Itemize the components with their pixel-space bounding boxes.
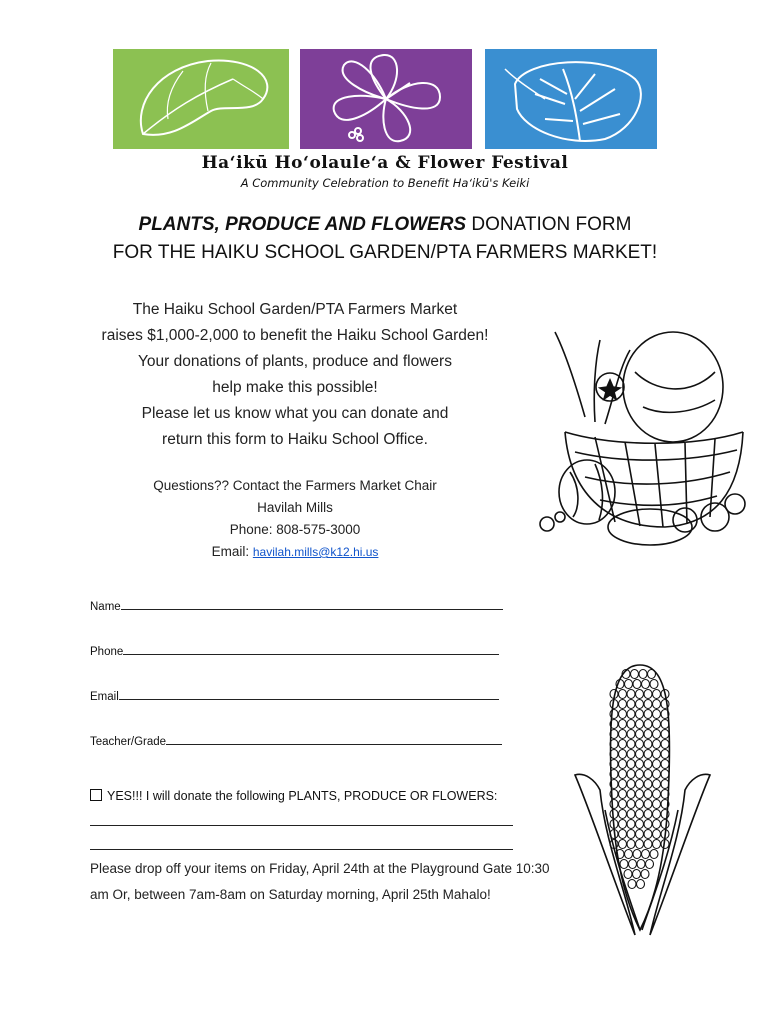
corn-kernel bbox=[661, 820, 669, 829]
corn-kernel bbox=[644, 840, 652, 849]
corn-kernel bbox=[627, 770, 635, 779]
form-title-rest: DONATION FORM bbox=[466, 214, 632, 235]
banner-blue-panel bbox=[485, 49, 657, 149]
corn-kernel bbox=[636, 820, 644, 829]
corn-kernel bbox=[633, 870, 641, 879]
donation-blank-line-1[interactable] bbox=[90, 825, 513, 826]
corn-kernel bbox=[653, 760, 661, 769]
corn-kernel bbox=[661, 700, 669, 709]
donation-checkbox-label: YES!!! I will donate the following PLANTS, PRODUCE OR FLOWERS: bbox=[107, 789, 498, 803]
corn-kernel bbox=[636, 800, 644, 809]
corn-kernel bbox=[619, 740, 627, 749]
corn-kernel bbox=[636, 720, 644, 729]
corn-kernel bbox=[641, 870, 649, 879]
corn-kernel bbox=[619, 720, 627, 729]
corn-kernel bbox=[636, 770, 644, 779]
corn-kernel bbox=[636, 810, 644, 819]
corn-kernel bbox=[661, 770, 669, 779]
corn-kernel bbox=[644, 760, 652, 769]
corn-kernel bbox=[627, 700, 635, 709]
intro-line-6: return this form to Haiku School Office. bbox=[162, 431, 428, 448]
corn-kernel bbox=[644, 820, 652, 829]
corn-kernel bbox=[644, 690, 652, 699]
phone-label: Phone bbox=[90, 646, 124, 658]
intro-line-3: Your donations of plants, produce and flowers bbox=[138, 353, 452, 370]
phone-input-line[interactable] bbox=[123, 645, 499, 655]
corn-kernel bbox=[625, 850, 633, 859]
corn-kernel bbox=[627, 790, 635, 799]
donation-blank-line-2[interactable] bbox=[90, 849, 513, 850]
corn-kernel bbox=[653, 840, 661, 849]
corn-kernel bbox=[619, 780, 627, 789]
corn-kernel bbox=[633, 850, 641, 859]
corn-kernel bbox=[627, 720, 635, 729]
corn-kernel bbox=[653, 800, 661, 809]
contact-email-link[interactable]: havilah.mills@k12.hi.us bbox=[252, 545, 379, 559]
intro-line-2: raises $1,000-2,000 to benefit the Haiku School Garden! bbox=[101, 327, 489, 344]
corn-icon bbox=[570, 660, 720, 945]
corn-kernel bbox=[644, 830, 652, 839]
contact-email-label: Email: bbox=[211, 544, 253, 559]
corn-kernel bbox=[636, 730, 644, 739]
corn-kernels bbox=[610, 670, 669, 889]
monstera-leaf-icon bbox=[485, 49, 657, 149]
form-title-emphasis: PLANTS, PRODUCE AND FLOWERS bbox=[138, 214, 467, 235]
corn-kernel bbox=[646, 860, 654, 869]
contact-name: Havilah Mills bbox=[257, 500, 333, 515]
corn-kernel bbox=[627, 710, 635, 719]
corn-kernel bbox=[644, 770, 652, 779]
corn-kernel bbox=[636, 780, 644, 789]
corn-kernel bbox=[619, 760, 627, 769]
corn-kernel bbox=[633, 680, 641, 689]
intro-line-1: The Haiku School Garden/PTA Farmers Market bbox=[132, 301, 458, 318]
festival-title: Haʻikū Hoʻolauleʻa & Flower Festival bbox=[201, 153, 569, 173]
corn-kernel bbox=[628, 880, 636, 889]
corn-kernel bbox=[653, 720, 661, 729]
donation-checkbox-row bbox=[90, 789, 497, 803]
corn-kernel bbox=[653, 810, 661, 819]
email-field-row bbox=[90, 690, 499, 703]
corn-kernel bbox=[627, 760, 635, 769]
corn-kernel bbox=[619, 830, 627, 839]
corn-kernel bbox=[644, 740, 652, 749]
corn-kernel bbox=[620, 860, 628, 869]
corn-kernel bbox=[648, 670, 656, 679]
corn-kernel bbox=[636, 760, 644, 769]
contact-phone: Phone: 808-575-3000 bbox=[229, 522, 361, 537]
corn-kernel bbox=[636, 840, 644, 849]
corn-kernel bbox=[627, 730, 635, 739]
corn-kernel bbox=[619, 750, 627, 759]
corn-kernel bbox=[631, 670, 639, 679]
corn-kernel bbox=[644, 720, 652, 729]
corn-kernel bbox=[661, 780, 669, 789]
form-title-line1 bbox=[0, 214, 770, 236]
corn-kernel bbox=[644, 710, 652, 719]
corn-kernel bbox=[627, 740, 635, 749]
corn-kernel bbox=[627, 820, 635, 829]
intro-line-5: Please let us know what you can donate and bbox=[141, 405, 449, 422]
corn-kernel bbox=[619, 730, 627, 739]
corn-kernel bbox=[636, 750, 644, 759]
corn-kernel bbox=[644, 780, 652, 789]
donation-checkbox[interactable] bbox=[90, 789, 102, 801]
corn-kernel bbox=[629, 860, 637, 869]
corn-kernel bbox=[636, 830, 644, 839]
vegetable-basket-icon bbox=[525, 312, 760, 557]
corn-kernel bbox=[653, 740, 661, 749]
corn-kernel bbox=[650, 850, 658, 859]
corn-kernel bbox=[619, 800, 627, 809]
corn-kernel bbox=[644, 730, 652, 739]
corn-kernel bbox=[644, 810, 652, 819]
teacher-grade-field-row bbox=[90, 735, 502, 748]
corn-kernel bbox=[637, 880, 645, 889]
corn-kernel bbox=[653, 690, 661, 699]
taro-leaf-icon bbox=[113, 49, 289, 149]
corn-kernel bbox=[619, 820, 627, 829]
corn-kernel bbox=[624, 870, 632, 879]
intro-line-4: help make this possible! bbox=[212, 379, 378, 396]
name-label: Name bbox=[90, 601, 121, 613]
corn-kernel bbox=[644, 700, 652, 709]
corn-kernel bbox=[653, 710, 661, 719]
corn-kernel bbox=[653, 750, 661, 759]
banner-purple-panel bbox=[300, 49, 472, 149]
corn-kernel bbox=[653, 790, 661, 799]
email-label: Email bbox=[90, 691, 119, 703]
corn-kernel bbox=[639, 670, 647, 679]
corn-kernel bbox=[619, 770, 627, 779]
dropoff-line-1: Please drop off your items on Friday, April 24th at the Playground Gate 10:30 bbox=[90, 861, 550, 876]
contact-email-row bbox=[80, 544, 510, 559]
corn-kernel bbox=[644, 800, 652, 809]
corn-kernel bbox=[627, 800, 635, 809]
corn-kernel bbox=[610, 810, 618, 819]
corn-kernel bbox=[625, 680, 633, 689]
contact-questions: Questions?? Contact the Farmers Market Chair bbox=[153, 478, 437, 493]
corn-kernel bbox=[642, 680, 650, 689]
corn-kernel bbox=[627, 830, 635, 839]
hibiscus-icon bbox=[300, 49, 472, 149]
corn-kernel bbox=[619, 810, 627, 819]
corn-kernel bbox=[627, 810, 635, 819]
corn-kernel bbox=[610, 800, 618, 809]
banner-green-panel bbox=[113, 49, 289, 149]
corn-kernel bbox=[644, 750, 652, 759]
corn-kernel bbox=[619, 700, 627, 709]
corn-kernel bbox=[661, 730, 669, 739]
corn-kernel bbox=[661, 760, 669, 769]
name-input-line[interactable] bbox=[121, 600, 503, 610]
corn-kernel bbox=[636, 700, 644, 709]
corn-kernel bbox=[661, 750, 669, 759]
dropoff-line-2: am Or, between 7am-8am on Saturday morning, April 25th Mahalo! bbox=[90, 887, 491, 902]
corn-kernel bbox=[644, 790, 652, 799]
corn-kernel bbox=[627, 780, 635, 789]
corn-kernel bbox=[653, 820, 661, 829]
corn-kernel bbox=[650, 680, 658, 689]
name-field-row bbox=[90, 600, 503, 613]
teacher-grade-input-line[interactable] bbox=[166, 735, 502, 745]
corn-kernel bbox=[653, 770, 661, 779]
corn-kernel bbox=[619, 840, 627, 849]
corn-kernel bbox=[619, 790, 627, 799]
corn-kernel bbox=[636, 790, 644, 799]
phone-field-row bbox=[90, 645, 499, 658]
form-title-line2: FOR THE HAIKU SCHOOL GARDEN/PTA FARMERS MARKET! bbox=[112, 242, 658, 263]
corn-kernel bbox=[627, 840, 635, 849]
corn-kernel bbox=[661, 720, 669, 729]
corn-kernel bbox=[661, 740, 669, 749]
corn-kernel bbox=[627, 750, 635, 759]
corn-kernel bbox=[653, 700, 661, 709]
corn-kernel bbox=[653, 830, 661, 839]
festival-subtitle: A Community Celebration to Benefit Haʻikū's Keiki bbox=[240, 176, 530, 190]
corn-kernel bbox=[636, 710, 644, 719]
corn-kernel bbox=[619, 690, 627, 699]
email-input-line[interactable] bbox=[119, 690, 499, 700]
corn-kernel bbox=[653, 730, 661, 739]
corn-kernel bbox=[653, 780, 661, 789]
teacher-grade-label: Teacher/Grade bbox=[90, 736, 167, 748]
corn-kernel bbox=[636, 740, 644, 749]
corn-kernel bbox=[642, 850, 650, 859]
corn-kernel bbox=[636, 690, 644, 699]
corn-kernel bbox=[619, 710, 627, 719]
corn-kernel bbox=[637, 860, 645, 869]
corn-kernel bbox=[627, 690, 635, 699]
